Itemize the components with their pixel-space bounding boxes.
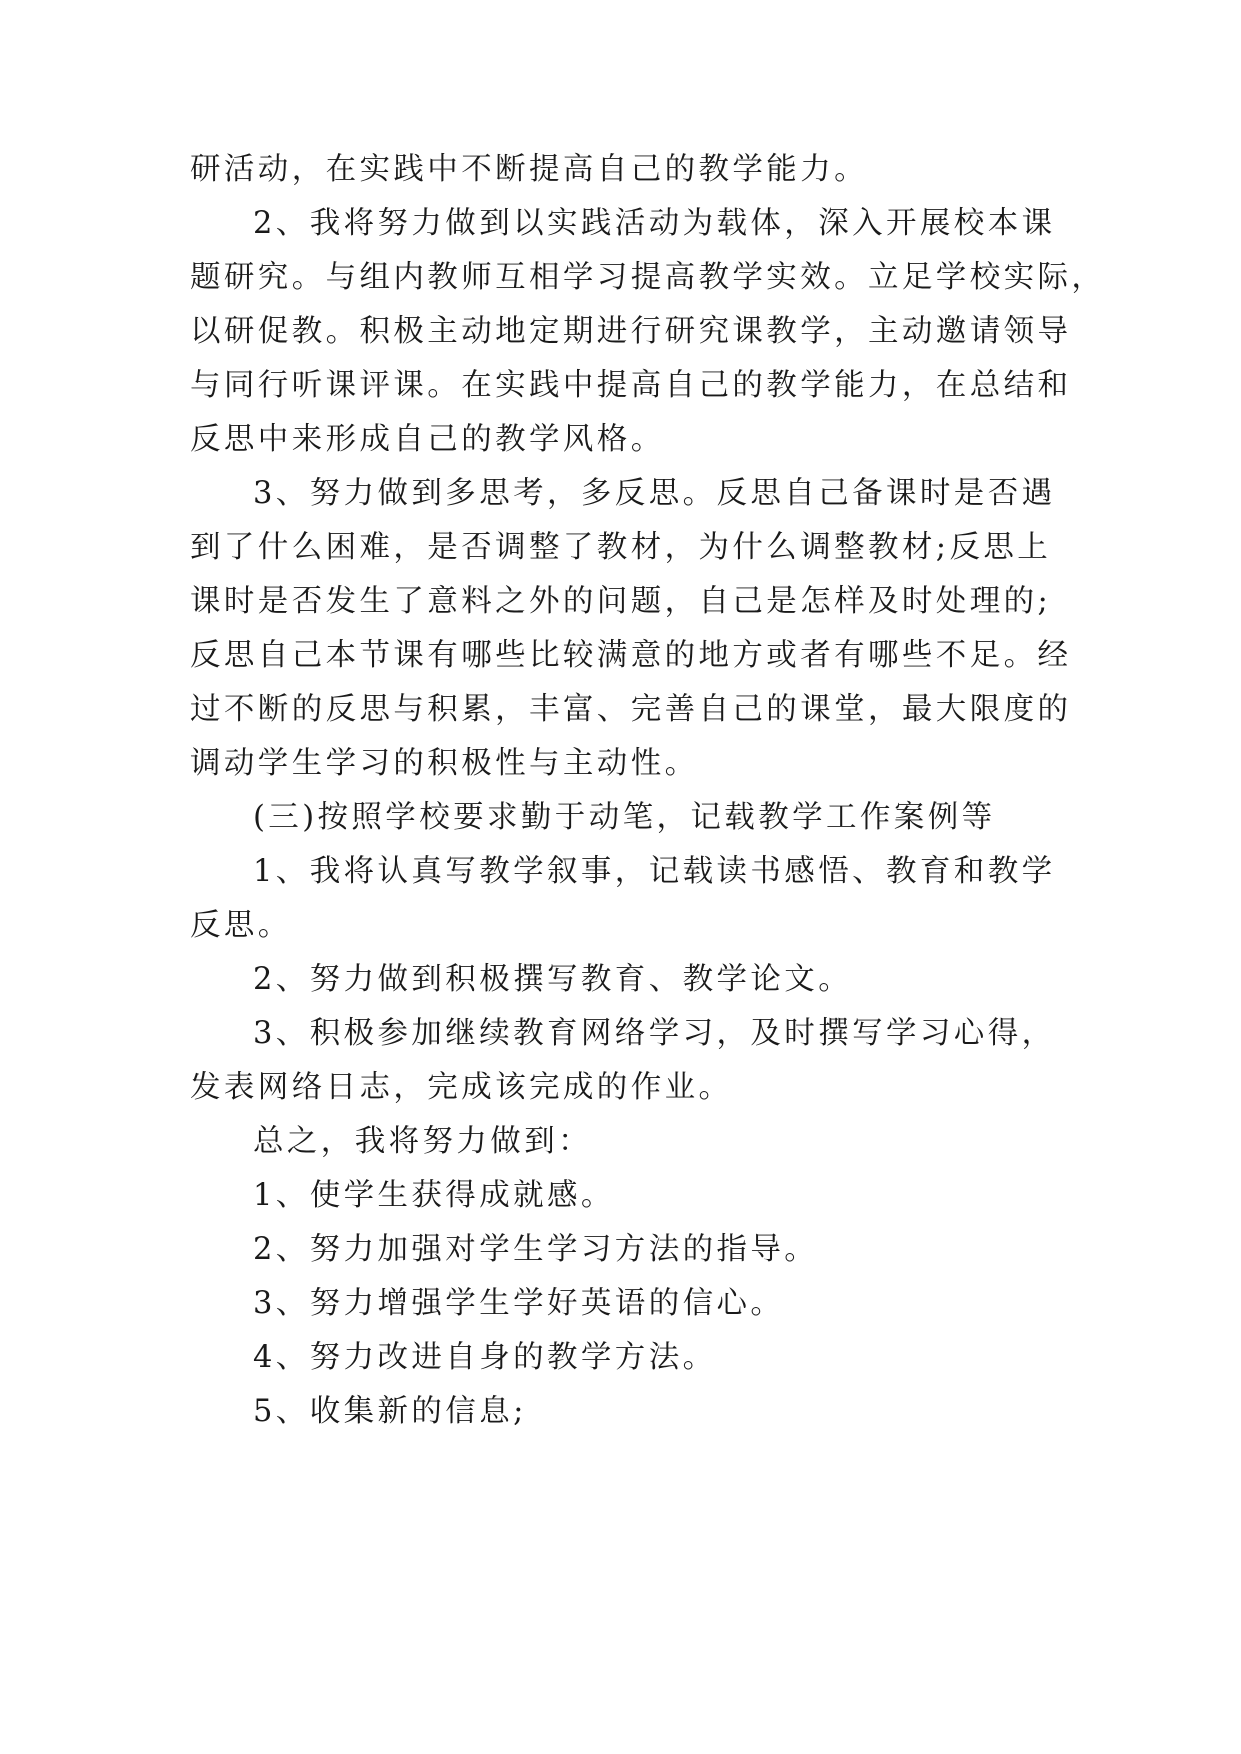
text-line: 3、努力增强学生学好英语的信心。 bbox=[253, 1286, 785, 1321]
text-line: 课时是否发生了意料之外的问题，自己是怎样及时处理的; bbox=[190, 584, 1052, 619]
text-line: 与同行听课评课。在实践中提高自己的教学能力，在总结和 bbox=[190, 368, 1072, 403]
text-line: 反思自己本节课有哪些比较满意的地方或者有哪些不足。经 bbox=[190, 638, 1072, 673]
text-line: 过不断的反思与积累，丰富、完善自己的课堂，最大限度的 bbox=[190, 692, 1072, 727]
text-line: 1、使学生获得成就感。 bbox=[253, 1178, 615, 1213]
text-line: 4、努力改进自身的教学方法。 bbox=[253, 1340, 717, 1375]
text-line: 以研促教。积极主动地定期进行研究课教学，主动邀请领导 bbox=[190, 314, 1072, 349]
section-heading: (三)按照学校要求勤于动笔，记载教学工作案例等 bbox=[253, 800, 996, 835]
text-line: 反思。 bbox=[190, 908, 292, 943]
text-line: 2、我将努力做到以实践活动为载体，深入开展校本课 bbox=[253, 206, 1056, 241]
text-line: 3、积极参加继续教育网络学习，及时撰写学习心得， bbox=[253, 1016, 1056, 1051]
text-line: 2、努力做到积极撰写教育、教学论文。 bbox=[253, 962, 853, 997]
text-line: 5、收集新的信息; bbox=[253, 1394, 527, 1429]
text-line: 1、我将认真写教学叙事，记载读书感悟、教育和教学 bbox=[253, 854, 1056, 889]
text-line: 研活动，在实践中不断提高自己的教学能力。 bbox=[190, 152, 868, 187]
text-line: 2、努力加强对学生学习方法的指导。 bbox=[253, 1232, 819, 1267]
text-line: 到了什么困难，是否调整了教材，为什么调整教材;反思上 bbox=[190, 530, 1052, 565]
text-line: 总之，我将努力做到： bbox=[253, 1124, 592, 1159]
text-line: 发表网络日志，完成该完成的作业。 bbox=[190, 1070, 733, 1105]
text-line: 反思中来形成自己的教学风格。 bbox=[190, 422, 665, 457]
text-line: 调动学生学习的积极性与主动性。 bbox=[190, 746, 699, 781]
text-line: 3、努力做到多思考，多反思。反思自己备课时是否遇 bbox=[253, 476, 1056, 511]
text-line: 题研究。与组内教师互相学习提高教学实效。立足学校实际， bbox=[190, 260, 1106, 295]
